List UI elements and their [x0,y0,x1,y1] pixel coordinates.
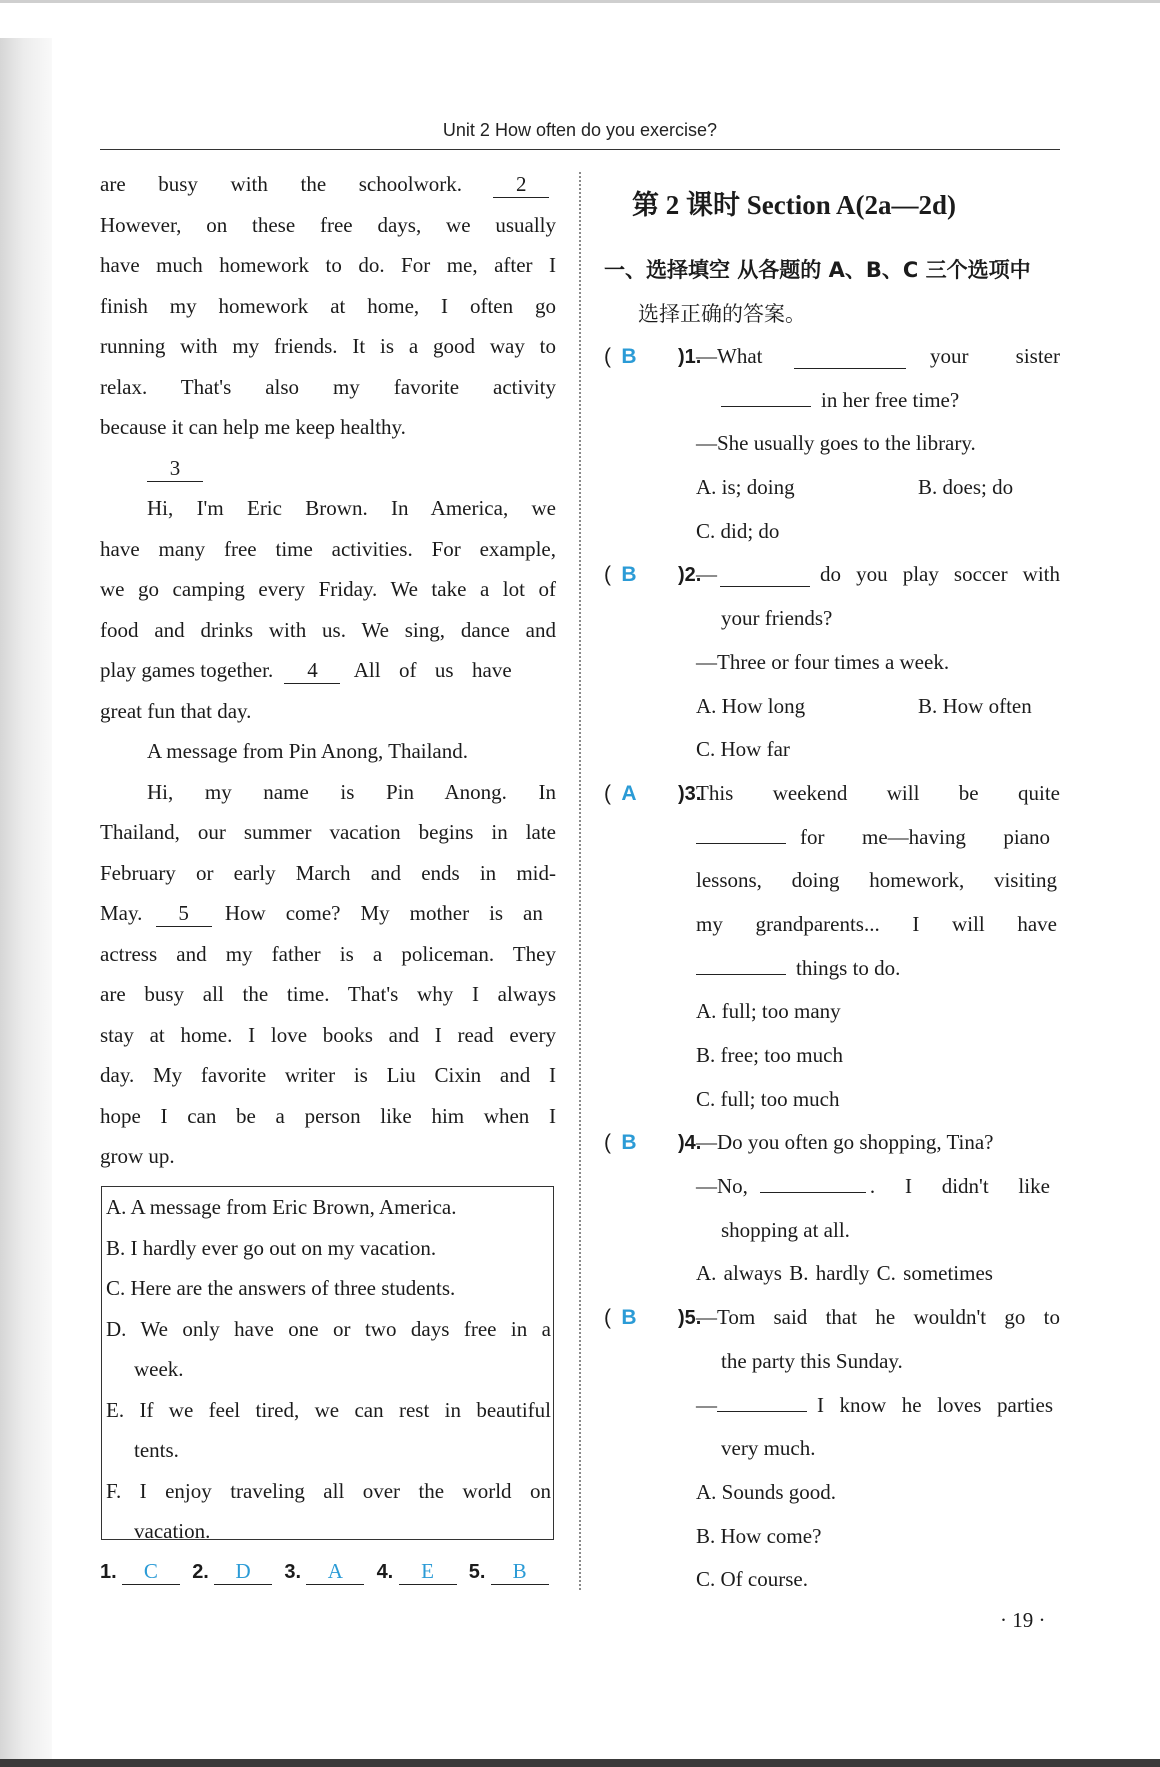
passage-line: are busy with the schoolwork. 2 [100,164,556,205]
option-e: E. If we feel tired, we can rest in beautiful [106,1397,551,1422]
options-row: C. Of course. [696,1567,808,1592]
answer-mark-2: B [621,563,637,587]
passage-line: have many free time activities. For example, [100,536,556,561]
question-line: things to do. [604,946,1060,990]
passage-line: finish my homework at home, I often go [100,293,556,318]
answer-2[interactable]: D [214,1558,272,1585]
answer-mark-3: A [621,781,637,805]
options-row: A. full; too many [696,999,841,1024]
top-border [0,0,1160,3]
answer-mark-5: B [621,1306,637,1330]
q1-blank-2[interactable] [721,382,811,407]
question-line: the party this Sunday. [721,1348,903,1373]
reading-passage [100,164,556,1177]
section-title: 第 2 课时 Section A(2a—2d) [632,190,956,220]
answer-5[interactable]: B [491,1558,549,1585]
question-line: your friends? [721,606,833,631]
options-row: A. always B. hardly C. sometimes [696,1261,993,1286]
option-e-cont: tents. [134,1438,179,1462]
passage-line [100,448,556,489]
question-4: ( B )4. —Do you often go shopping, Tina? [604,1120,1060,1164]
options-row: B. How come? [696,1523,822,1548]
gap-blank-2[interactable]: 2 [493,173,549,198]
question-line: very much. [721,1436,816,1461]
instruction-line: 选择正确的答案。 [638,302,806,326]
passage-line: May. 5 How come? My mother is an [100,901,543,925]
gap-blank-5[interactable]: 5 [156,902,212,927]
passage-line: great fun that day. [100,698,252,723]
passage-line: Hi, I'm Eric Brown. In America, we [147,496,556,520]
option-f: F. I enjoy traveling all over the world on [106,1478,551,1503]
option-a: A. A message from Eric Brown, America. [106,1195,457,1219]
q3-blank-1[interactable] [696,819,786,844]
passage-line: have much homework to do. For me, after I [100,253,556,277]
passage-line: we go camping every Friday. We take a lot of [100,577,556,601]
q3-blank-2[interactable] [696,950,786,975]
question-2: ( B )2. — do you play soccer with [604,552,1060,596]
question-line: — I know he loves parties [604,1383,1060,1427]
question-3: ( A )3. This weekend will be quite [604,771,1060,815]
options-row: A. How long B. How often [696,693,1032,718]
answer-mark-1: B [621,345,637,368]
passage-line: Hi, my name is Pin Anong. In [147,779,556,804]
question-line: shopping at all. [721,1217,850,1242]
q2-blank[interactable] [720,562,810,587]
passage-line: relax. That's also my favorite activity [100,374,556,399]
passage-line: play games together. 4 All of us have [100,658,512,682]
q1-blank-1[interactable] [794,344,906,369]
q4-blank[interactable] [760,1168,866,1193]
passage-line: A message from Pin Anong, Thailand. [147,739,468,763]
page-number: · 19 · [1000,1608,1046,1632]
passage-line: food and drinks with us. We sing, dance and [100,617,556,642]
answer-4[interactable]: E [399,1558,457,1585]
question-line: —She usually goes to the library. [696,431,976,456]
option-d: D. We only have one or two days free in a [106,1316,551,1341]
bottom-bar [0,1759,1160,1767]
options-row: C. did; do [696,518,780,543]
running-header: Unit 2 How often do you exercise? [442,120,718,140]
passage-line: Thailand, our summer vacation begins in late [100,820,556,844]
passage-line: However, on these free days, we usually [100,212,556,237]
header-rule [100,149,1060,150]
passage-line: day. My favorite writer is Liu Cixin and I [100,1063,556,1087]
instruction-line: 一、选择填空 从各题的 A、B、C 三个选项中 [604,258,1031,282]
instructions [604,248,1064,336]
option-b: B. I hardly ever go out on my vacation. [106,1235,437,1260]
options-row: A. Sounds good. [696,1479,837,1504]
options-row: C. How far [696,737,790,762]
question-line: —No, . I didn't like [604,1164,1060,1208]
options-row: C. full; too much [696,1086,840,1111]
answer-3[interactable]: A [306,1558,364,1585]
question-line: my grandparents... I will have [696,911,1057,936]
q5-blank[interactable] [717,1387,807,1412]
passage-line: February or early March and ends in mid- [100,860,556,885]
question-line: for me—having piano [604,815,1060,859]
passage-line: actress and my father is a policeman. They [100,941,556,966]
question-list [604,334,1060,1601]
passage-line: grow up. [100,1144,175,1168]
option-c: C. Here are the answers of three students. [106,1276,456,1300]
question-5: ( B )5. —Tom said that he wouldn't go to [604,1295,1060,1339]
passage-line: are busy all the time. That's why I always [100,982,556,1006]
question-line: —Three or four times a week. [696,649,950,674]
answer-row: 1. C 2. D 3. A 4. E 5. B [100,1554,560,1589]
page-binding-shadow [0,38,52,1760]
question-line: lessons, doing homework, visiting [696,868,1057,893]
options-box [101,1186,554,1543]
option-d-cont: week. [134,1357,184,1381]
gap-blank-4[interactable]: 4 [284,659,340,684]
answer-1[interactable]: C [122,1558,180,1585]
passage-line: stay at home. I love books and I read every [100,1022,556,1047]
answer-mark-4: B [621,1131,637,1155]
options-row: A. is; doing B. does; do [696,475,1014,500]
passage-line: running with my friends. It is a good way to [100,334,556,358]
question-line: in her free time? [604,378,1060,422]
options-row: B. free; too much [696,1043,843,1067]
question-1: ( B )1. —What your sister [604,334,1060,378]
column-divider [579,172,581,1590]
gap-blank-3[interactable]: 3 [147,457,203,482]
passage-line: because it can help me keep healthy. [100,415,406,439]
option-f-cont: vacation. [134,1519,211,1543]
passage-line: hope I can be a person like him when I [100,1103,556,1128]
